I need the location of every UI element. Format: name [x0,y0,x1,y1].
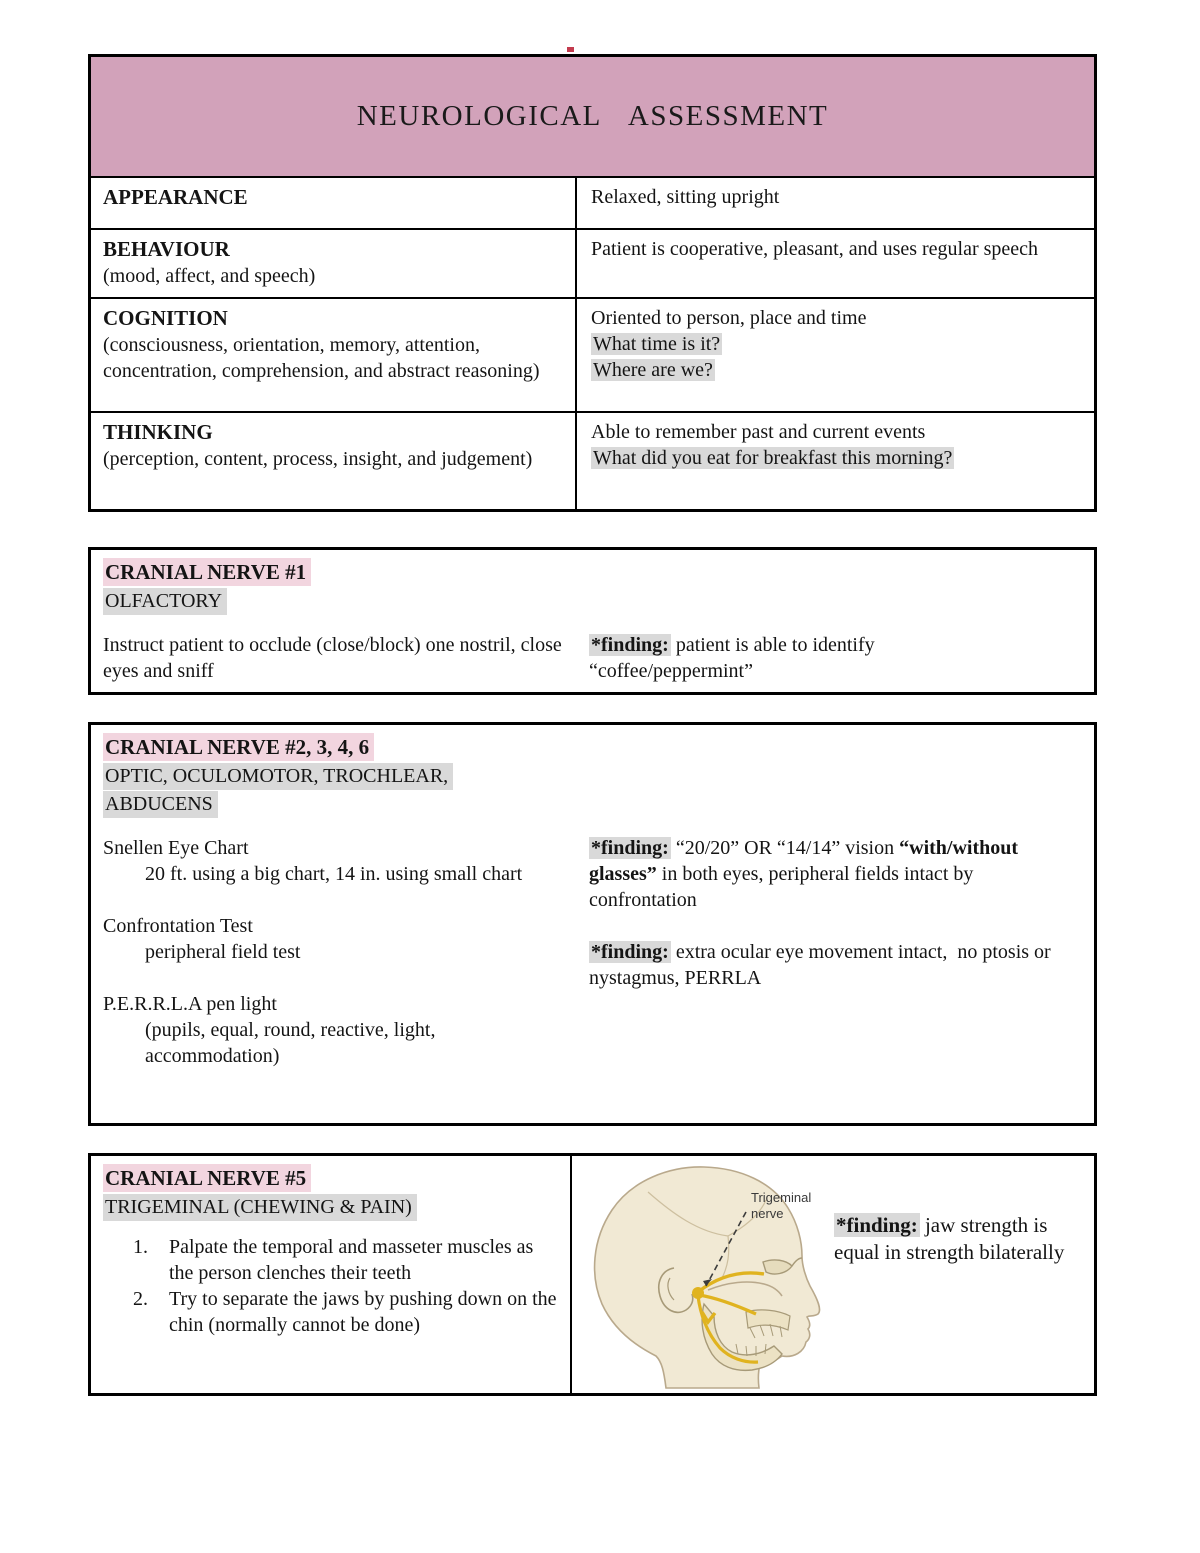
cognition-sublabel: (consciousness, orientation, memory, attention, concentration, comprehension, and abstract reasoning) [103,334,540,382]
highlighted-question: Where are we? [593,359,713,381]
cn5-text-cell [91,1156,572,1393]
cn5-finding [834,1212,1086,1389]
step-number: 1. [133,1236,148,1258]
test-perrla [103,991,565,1069]
cn2346-findings-column [589,835,1082,1095]
trigeminal-ganglion [692,1287,704,1299]
cn5-subtitle: TRIGEMINAL (CHEWING & PAIN) [103,1194,417,1221]
cn5-title: CRANIAL NERVE #5 [103,1164,311,1192]
finding-label: *finding: [836,1213,918,1237]
cn5-steps-list [103,1234,558,1338]
cn1-finding-column [589,632,961,684]
finding-label: *finding: [591,634,669,656]
cn2346-title: CRANIAL NERVE #2, 3, 4, 6 [103,733,374,761]
test-detail: 20 ft. using a big chart, 14 in. using small chart [145,863,523,885]
cn1-subtitle-line [103,588,1082,616]
table-header-band [91,57,1094,178]
thinking-label: THINKING [103,420,213,444]
cognition-question-line [591,357,1080,383]
cn1-finding [589,632,961,684]
nerve-label-line1: Trigeminal [751,1190,812,1205]
cranial-nerve-2346-section [88,722,1097,1126]
cognition-value-cell [577,299,1094,411]
trigeminal-nerve-illustration [578,1162,830,1390]
page-title: NEUROLOGICAL ASSESSMENT [356,100,829,132]
step-item [103,1234,558,1286]
cranial-nerve-1-section [88,547,1097,695]
cognition-label-cell [91,299,577,411]
cognition-label: COGNITION [103,306,228,330]
behaviour-value-cell [577,230,1094,297]
finding-text: jaw strength is equal in strength bilaterally [834,1213,1065,1264]
nerve-label-line2: nerve [751,1206,784,1221]
thinking-sublabel: (perception, content, process, insight, and judgement) [103,448,533,470]
test-confrontation [103,913,565,965]
cn2346-subtitle: OPTIC, OCULOMOTOR, TROCHLEAR, [103,763,453,790]
step-number: 2. [133,1288,148,1310]
appearance-label: APPEARANCE [103,185,248,209]
cognition-value-line: Oriented to person, place and time [591,307,867,329]
thinking-value-cell [577,413,1094,509]
cn2346-subtitle-line1 [103,763,1082,791]
cn5-subtitle-line [103,1194,558,1222]
cn1-instruction: Instruct patient to occlude (close/block) one nostril, close eyes and sniff [103,634,562,682]
neurological-assessment-table [88,54,1097,512]
test-snellen [103,835,565,887]
table-row-behaviour [91,230,1094,299]
cn1-columns [103,632,1082,684]
red-annotation-artifact [567,47,574,52]
cn2346-tests-column [103,835,589,1095]
finding-text: in both eyes, peripheral fields intact by confrontation [589,863,979,911]
appearance-value-cell [577,178,1094,228]
cn1-subtitle: OLFACTORY [103,588,227,615]
finding-label: *finding: [591,941,669,963]
test-detail: peripheral field test [145,941,301,963]
table-row-appearance [91,178,1094,230]
cn2346-finding-vision [589,835,1082,913]
cognition-question-line [591,331,1080,357]
cn2346-subtitle: ABDUCENS [103,791,218,818]
cn1-title: CRANIAL NERVE #1 [103,558,311,586]
test-name: Snellen Eye Chart [103,837,249,859]
test-name: P.E.R.R.L.A pen light [103,993,277,1015]
finding-label: *finding: [591,837,669,859]
cn1-title-line [103,558,1082,588]
behaviour-value: Patient is cooperative, pleasant, and uses regular speech [591,238,1039,260]
behaviour-sublabel: (mood, affect, and speech) [103,265,316,287]
finding-text: “20/20” OR “14/14” vision [670,837,900,859]
cn2346-subtitle-line2 [103,791,1082,819]
step-item [103,1286,558,1338]
cn1-instruction-column [103,632,589,684]
cn5-title-line [103,1164,558,1194]
thinking-value-line: Able to remember past and current events [591,421,926,443]
step-text: Try to separate the jaws by pushing down on the chin (normally cannot be done) [169,1288,557,1336]
test-name: Confrontation Test [103,915,253,937]
cn2346-title-line [103,733,1082,763]
cn2346-columns [103,835,1082,1095]
finding-text: patient is able to identify “coffee/peppermint” [589,634,880,682]
highlighted-question: What time is it? [593,333,721,355]
thinking-question-line [591,445,1080,471]
table-row-cognition [91,299,1094,413]
step-text: Palpate the temporal and masseter muscles as the person clenches their teeth [169,1236,534,1284]
cn5-figure-cell [572,1156,1094,1393]
behaviour-label-cell [91,230,577,297]
cranial-nerve-5-section [88,1153,1097,1396]
table-row-thinking [91,413,1094,509]
finding-bold-text: “with/without glasses” [589,837,1024,885]
behaviour-label: BEHAVIOUR [103,237,230,261]
highlighted-question: What did you eat for breakfast this morning? [593,447,953,469]
appearance-label-cell [91,178,577,228]
thinking-label-cell [91,413,577,509]
cn2346-finding-eom [589,939,1082,991]
test-detail: (pupils, equal, round, reactive, light, accommodation) [145,1019,436,1067]
finding-text: extra ocular eye movement intact, no ptosis or nystagmus, PERRLA [589,941,1056,989]
appearance-value: Relaxed, sitting upright [591,186,780,208]
